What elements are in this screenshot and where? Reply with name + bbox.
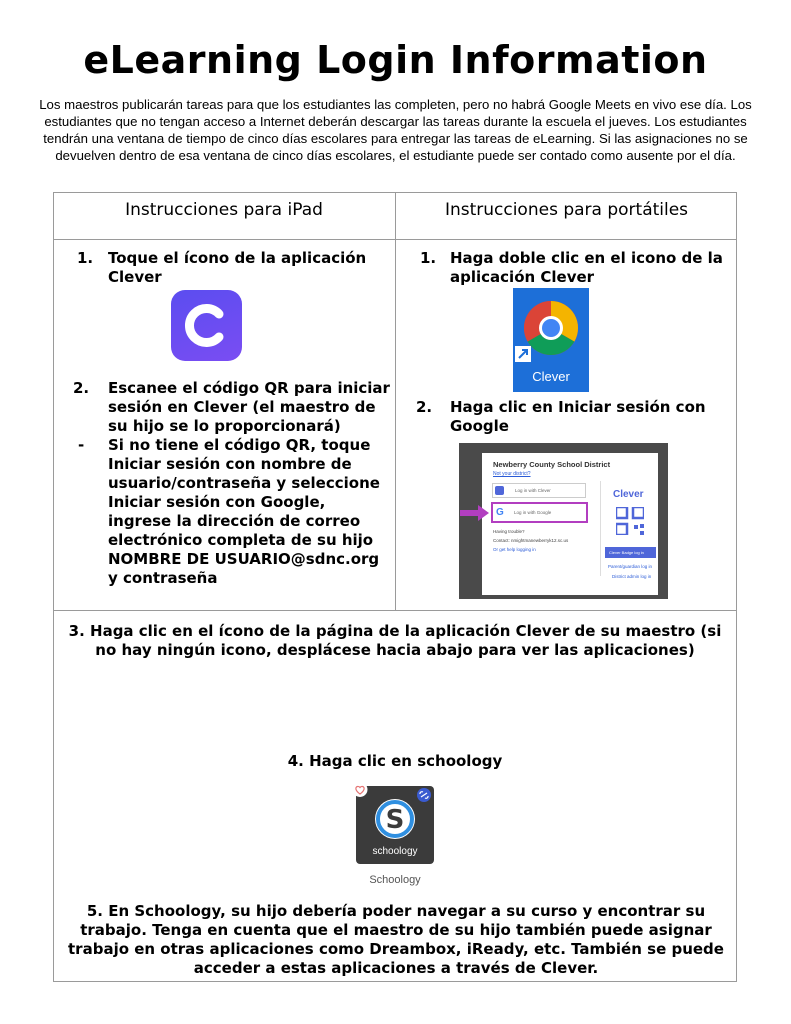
admin-login-link[interactable]: District admin log in — [612, 574, 652, 579]
ipad-header: Instrucciones para iPad — [125, 200, 323, 220]
trouble-text: Having trouble? — [493, 529, 525, 534]
qr-code-icon — [616, 507, 644, 535]
schoology-label: Schoology — [369, 874, 421, 886]
clever-login-button[interactable]: Log in with Clever — [492, 483, 586, 498]
laptop-step1-number: 1. — [420, 249, 437, 267]
laptop-step2-number: 2. — [416, 398, 433, 416]
ipad-step1-text: Toque el ícono de la aplicación Clever — [108, 249, 367, 286]
favorite-heart-icon[interactable] — [352, 782, 368, 797]
google-g-icon: G — [496, 507, 504, 518]
not-district-link[interactable]: Not your district? — [493, 471, 531, 477]
ipad-bullet: - — [78, 436, 85, 454]
parent-login-link[interactable]: Parent/guardian log in — [608, 564, 653, 569]
contact-text: Contact: nmightmanewberryk12.sc.us — [493, 538, 569, 543]
header-divider — [53, 239, 737, 240]
column-divider — [395, 192, 396, 611]
ipad-step1-number: 1. — [77, 249, 94, 267]
district-name: Newberry County School District — [493, 460, 611, 469]
step5-text: 5. En Schoology, su hijo debería poder navegar a su curso y encontrar su trabajo. Tenga en cuenta que el maestro de su hijo también puede asignar trabajo en otras aplicaciones como Dreambox, iReady, etc. También se puede acceder a estas aplicaciones a través de Clever. — [68, 902, 724, 977]
intro-paragraph: Los maestros publicarán tareas para que los estudiantes las completen, pero no habrá Google Meets en vivo ese día. Los estudiantes que no tengan acceso a Internet deberán descargar las tareas durante la escuela el jueves. Los estudiantes tendrán una ventana de tiempo de cinco días escolares para entregar las tareas de eLearning. Si las asignaciones no se devuelven dentro de esa ventana de cinco días escolares, el estudiante puede ser contado como ausente por el día. — [39, 97, 752, 163]
schoology-tile-text: schoology — [372, 846, 418, 857]
clever-brand: Clever — [613, 489, 644, 500]
clever-small-icon — [495, 486, 504, 495]
ipad-step2-text: Escanee el código QR para iniciar sesión en Clever (el maestro de su hijo se lo proporcionará) — [108, 379, 390, 435]
google-login-button[interactable]: G Log in with Google — [491, 502, 588, 523]
step4-text: 4. Haga clic en schoology — [287, 752, 503, 770]
ipad-step2-number: 2. — [73, 379, 90, 397]
chrome-shortcut-label: Clever — [532, 369, 570, 384]
step3-text: 3. Haga clic en el ícono de la página de la aplicación Clever de su maestro (si no hay ningún icono, desplácese hacia abajo para ver las aplicaciones) — [68, 622, 722, 659]
clever-badge-button[interactable]: Clever Badge log in — [605, 547, 656, 558]
help-link[interactable]: Or get help logging in — [493, 547, 536, 552]
laptop-step1-text: Haga doble clic en el icono de la aplicación Clever — [450, 249, 723, 286]
laptop-step2-text: Haga clic en Iniciar sesión con Google — [450, 398, 706, 435]
schoology-app-icon[interactable] — [356, 786, 434, 864]
clever-c-icon — [171, 290, 242, 361]
arrow-icon — [460, 505, 490, 521]
page-title: eLearning Login Information — [83, 38, 708, 82]
laptop-header: Instrucciones para portátiles — [444, 200, 689, 220]
svg-text:S: S — [385, 805, 405, 835]
clever-app-icon[interactable] — [171, 290, 242, 361]
ipad-bullet-text: Si no tiene el código QR, toque Iniciar sesión con nombre de usuario/contraseña y seleccione Iniciar sesión con Google, ingrese la dirección de correo electrónico completa de su hijo NOMBRE DE USUARIO@sdnc.org y contraseña — [108, 436, 380, 587]
row-divider — [53, 610, 737, 611]
chrome-icon — [513, 288, 589, 368]
